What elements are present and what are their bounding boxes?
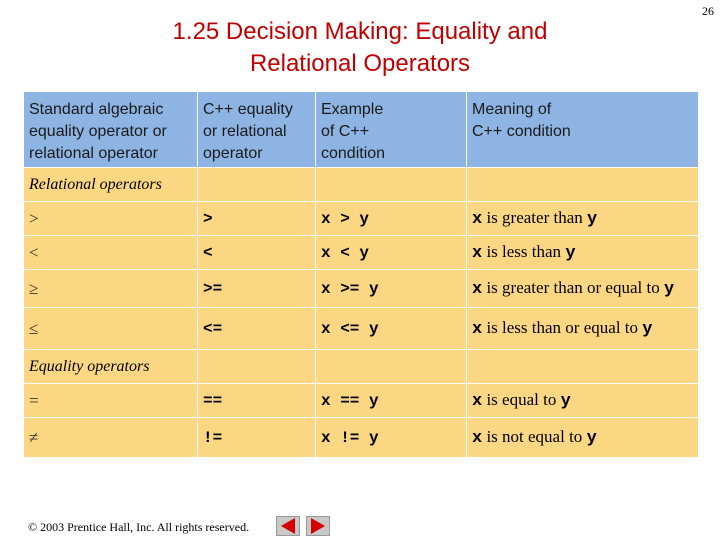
cpp-operator: == bbox=[198, 384, 316, 418]
table-row bbox=[24, 270, 699, 308]
right-triangle-icon bbox=[311, 518, 325, 534]
copyright-footer: © 2003 Prentice Hall, Inc. All rights reserved. bbox=[28, 520, 250, 534]
meaning: x is less than or equal to y bbox=[467, 308, 699, 350]
previous-slide-button[interactable] bbox=[276, 516, 300, 536]
example-condition: x < y bbox=[316, 236, 467, 270]
cpp-operator: > bbox=[198, 202, 316, 236]
slide-title-line2: Relational Operators bbox=[249, 50, 471, 77]
meaning: x is greater than or equal to y bbox=[467, 270, 699, 308]
table-row bbox=[24, 384, 699, 418]
example-condition: x >= y bbox=[316, 270, 467, 308]
meaning: x is not equal to y bbox=[467, 418, 699, 458]
meaning: x is equal to y bbox=[467, 384, 699, 418]
header-meaning: Meaning of C++ condition bbox=[467, 92, 699, 168]
operators-table bbox=[23, 91, 699, 458]
left-triangle-icon bbox=[281, 518, 295, 534]
cpp-operator: != bbox=[198, 418, 316, 458]
table-row bbox=[24, 308, 699, 350]
algebraic-symbol: ≥ bbox=[24, 270, 198, 308]
example-condition: x == y bbox=[316, 384, 467, 418]
section-row-relational bbox=[24, 168, 699, 202]
meaning: x is less than y bbox=[467, 236, 699, 270]
algebraic-symbol: ≤ bbox=[24, 308, 198, 350]
meaning: x is greater than y bbox=[467, 202, 699, 236]
header-cpp-operator: C++ equality or relational operator bbox=[198, 92, 316, 168]
section-label-relational: Relational operators bbox=[24, 168, 198, 202]
slide-title-line1: 1.25 Decision Making: Equality and bbox=[172, 18, 548, 45]
header-example: Example of C++ condition bbox=[316, 92, 467, 168]
algebraic-symbol: ≠ bbox=[24, 418, 198, 458]
table-row bbox=[24, 202, 699, 236]
cpp-operator: >= bbox=[198, 270, 316, 308]
table-header-row bbox=[24, 92, 699, 168]
table-row bbox=[24, 418, 699, 458]
page-number: 26 bbox=[702, 4, 714, 18]
algebraic-symbol: > bbox=[24, 202, 198, 236]
section-row-equality bbox=[24, 350, 699, 384]
example-condition: x > y bbox=[316, 202, 467, 236]
slide-title bbox=[70, 16, 650, 80]
example-condition: x != y bbox=[316, 418, 467, 458]
header-algebraic: Standard algebraic equality operator or relational operator bbox=[24, 92, 198, 168]
section-label-equality: Equality operators bbox=[24, 350, 198, 384]
algebraic-symbol: < bbox=[24, 236, 198, 270]
cpp-operator: <= bbox=[198, 308, 316, 350]
table-row bbox=[24, 236, 699, 270]
next-slide-button[interactable] bbox=[306, 516, 330, 536]
cpp-operator: < bbox=[198, 236, 316, 270]
algebraic-symbol: = bbox=[24, 384, 198, 418]
example-condition: x <= y bbox=[316, 308, 467, 350]
